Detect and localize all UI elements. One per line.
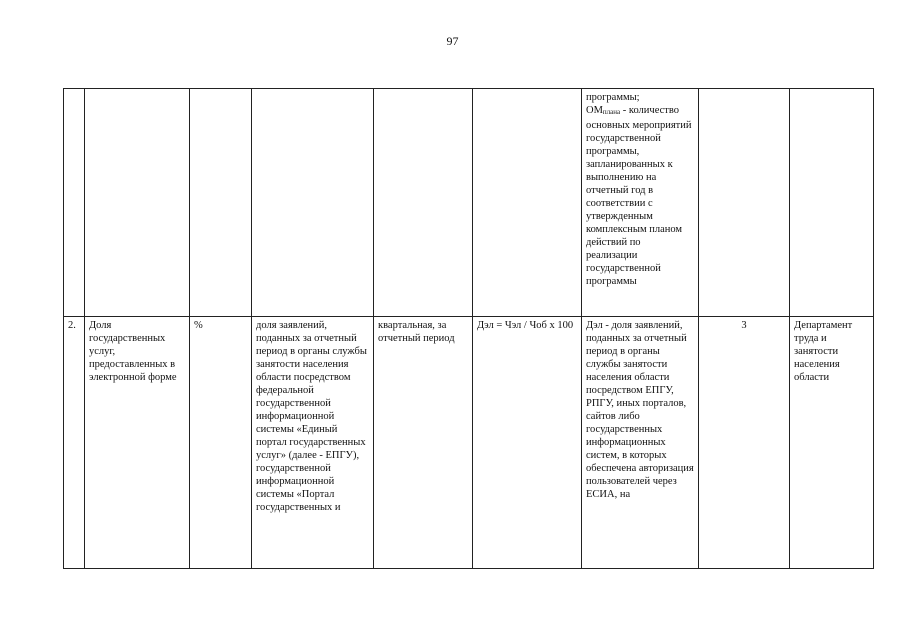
formula-cell — [473, 89, 582, 317]
indicator-name-cell — [85, 89, 190, 317]
responsible-cell: Департамент труда и занятости населения области — [790, 317, 874, 569]
table-row — [64, 89, 874, 317]
row-number-cell — [64, 89, 85, 317]
formula-description-subscript: плана — [602, 108, 621, 116]
definition-cell — [252, 89, 374, 317]
table-row — [64, 317, 874, 569]
value-cell: 3 — [699, 317, 790, 569]
definition-cell: доля заявлений, поданных за отчетный период в органы службы занятости населения области посредством федеральной государственной информационной системы «Единый портал государственных услуг» (далее - ЕПГУ), государственной информационной системы «Портал государственных и — [252, 317, 374, 569]
formula-description-text — [586, 91, 694, 288]
indicator-name-cell: Доля государственных услуг, предоставленных в электронной форме — [85, 317, 190, 569]
responsible-cell — [790, 89, 874, 317]
formula-cell: Дэл = Чэл / Чоб х 100 — [473, 317, 582, 569]
formula-description-cell — [582, 89, 699, 317]
unit-cell — [190, 89, 252, 317]
formula-description-part1: программы; ОМ — [586, 92, 640, 116]
value-cell — [699, 89, 790, 317]
periodicity-cell — [374, 89, 473, 317]
formula-description-part2: - количество основных мероприятий государственной программы, запланированных к выполнению на отчетный год в соответствии с утвержденным комплексным планом действий по реализации государственной программы — [586, 105, 692, 287]
unit-cell: % — [190, 317, 252, 569]
page-number: 97 — [446, 34, 459, 48]
periodicity-cell: квартальная, за отчетный период — [374, 317, 473, 569]
formula-description-cell: Дэл - доля заявлений, поданных за отчетный период в органы службы занятости населения области посредством ЕПГУ, РПГУ, иных порталов, сайтов либо государственных информационных систем, в которых обеспечена авторизация пользователей через ЕСИА, на — [582, 317, 699, 569]
indicators-table — [63, 88, 874, 569]
row-number-cell: 2. — [64, 317, 85, 569]
